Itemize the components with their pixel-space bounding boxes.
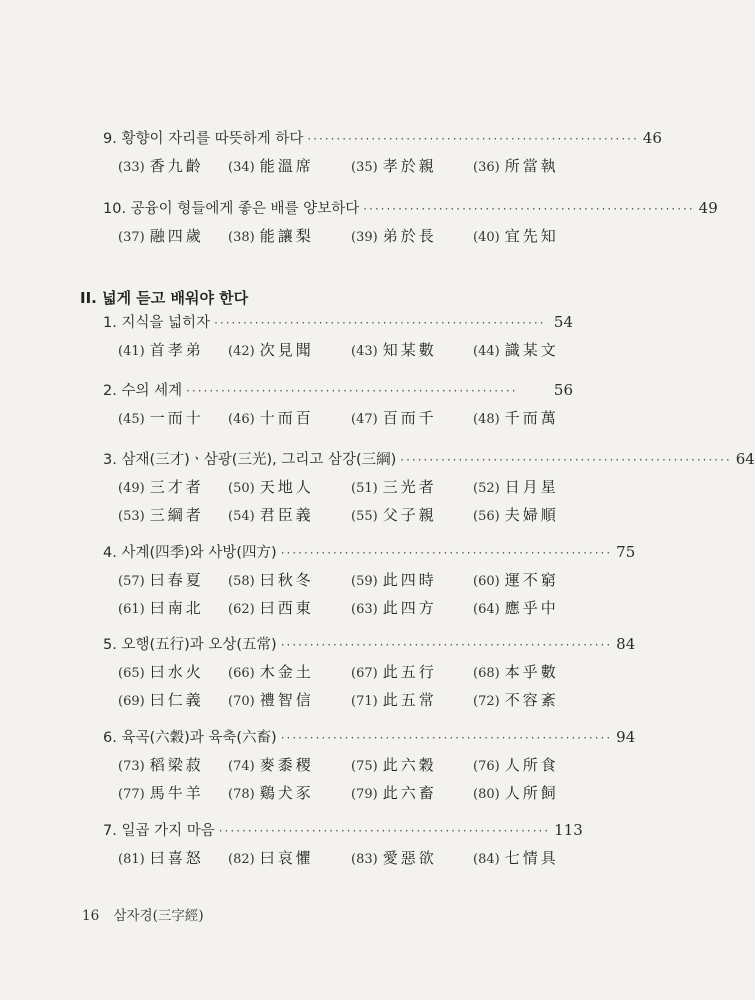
section-heading: II. 넓게 듣고 배워야 한다 bbox=[80, 289, 249, 307]
subentry bbox=[118, 223, 228, 251]
subentry-text: 百而千 bbox=[382, 409, 437, 427]
subentry-number: (64) bbox=[473, 602, 500, 617]
leader-dots: ························································· bbox=[280, 731, 613, 745]
subentry bbox=[473, 153, 588, 181]
subentry-number: (65) bbox=[118, 666, 145, 681]
subentry-text: 運不窮 bbox=[504, 571, 559, 589]
entry-page-number: 56 bbox=[553, 381, 573, 399]
subentry-text: 本乎數 bbox=[504, 663, 559, 681]
subentry-number: (82) bbox=[228, 852, 255, 867]
subentry-grid bbox=[118, 659, 573, 715]
subentry bbox=[118, 502, 228, 530]
subentry-text: 父子親 bbox=[382, 506, 437, 524]
subentry bbox=[473, 337, 588, 365]
entry-title: 9. 황향이 자리를 따뜻하게 하다 bbox=[103, 131, 304, 147]
subentry bbox=[473, 595, 588, 623]
leader-dots: ························································· bbox=[400, 453, 732, 467]
subentry bbox=[351, 153, 473, 181]
subentry bbox=[228, 687, 351, 715]
subentry bbox=[351, 752, 473, 780]
subentry-grid bbox=[118, 567, 573, 623]
subentry-number: (74) bbox=[228, 759, 255, 774]
subentry-grid bbox=[118, 405, 573, 433]
subentry bbox=[351, 780, 473, 808]
subentry-text: 曰南北 bbox=[149, 599, 204, 617]
subentry-text: 禮智信 bbox=[259, 691, 314, 709]
toc-entry-s1 bbox=[103, 312, 573, 365]
subentry bbox=[473, 752, 588, 780]
entry-page-number: 49 bbox=[698, 199, 718, 217]
subentry-number: (55) bbox=[351, 509, 378, 524]
subentry bbox=[351, 567, 473, 595]
subentry-text: 此四時 bbox=[382, 571, 437, 589]
entry-title-line bbox=[103, 449, 755, 470]
subentry-text: 此六畜 bbox=[382, 784, 437, 802]
subentry bbox=[473, 502, 588, 530]
entry-page-number: 75 bbox=[616, 543, 636, 561]
subentry bbox=[118, 752, 228, 780]
subentry bbox=[351, 845, 473, 873]
subentry-text: 曰西東 bbox=[259, 599, 314, 617]
entry-title: 6. 육곡(六穀)과 육축(六畜) bbox=[103, 730, 277, 746]
entry-title: 10. 공융이 형들에게 좋은 배를 양보하다 bbox=[103, 201, 360, 217]
page-footer bbox=[82, 904, 204, 924]
subentry-text: 知某數 bbox=[382, 341, 437, 359]
subentry-text: 馬牛羊 bbox=[149, 784, 204, 802]
subentry bbox=[118, 595, 228, 623]
subentry-text: 能溫席 bbox=[259, 157, 314, 175]
subentry-text: 麥黍稷 bbox=[259, 756, 314, 774]
subentry bbox=[228, 845, 351, 873]
subentry-grid bbox=[118, 752, 573, 808]
subentry-number: (57) bbox=[118, 574, 145, 589]
leader-dots: ························································· bbox=[307, 132, 639, 146]
subentry-number: (35) bbox=[351, 160, 378, 175]
subentry-text: 曰春夏 bbox=[149, 571, 204, 589]
subentry bbox=[351, 474, 473, 502]
subentry-number: (59) bbox=[351, 574, 378, 589]
subentry-number: (78) bbox=[228, 787, 255, 802]
subentry bbox=[118, 567, 228, 595]
subentry-number: (45) bbox=[118, 412, 145, 427]
subentry bbox=[228, 780, 351, 808]
subentry-number: (39) bbox=[351, 230, 378, 245]
subentry bbox=[351, 337, 473, 365]
subentry bbox=[473, 223, 588, 251]
entry-page-number: 113 bbox=[554, 821, 583, 839]
subentry-grid bbox=[118, 845, 573, 873]
subentry bbox=[118, 659, 228, 687]
subentry-number: (70) bbox=[228, 694, 255, 709]
subentry bbox=[118, 153, 228, 181]
subentry bbox=[473, 845, 588, 873]
subentry-number: (77) bbox=[118, 787, 145, 802]
subentry-text: 人所食 bbox=[504, 756, 559, 774]
subentry-text: 鷄犬豕 bbox=[259, 784, 314, 802]
subentry-number: (48) bbox=[473, 412, 500, 427]
subentry bbox=[473, 405, 588, 433]
subentry-grid bbox=[118, 223, 573, 251]
subentry-number: (71) bbox=[351, 694, 378, 709]
subentry-number: (52) bbox=[473, 481, 500, 496]
subentry bbox=[118, 337, 228, 365]
subentry bbox=[228, 474, 351, 502]
subentry-number: (80) bbox=[473, 787, 500, 802]
subentry-number: (42) bbox=[228, 344, 255, 359]
subentry-number: (72) bbox=[473, 694, 500, 709]
leader-dots: ························································· bbox=[186, 384, 518, 398]
subentry-number: (66) bbox=[228, 666, 255, 681]
subentry-text: 不容紊 bbox=[504, 691, 559, 709]
entry-page-number: 64 bbox=[735, 450, 755, 468]
footer-page-number: 16 bbox=[82, 908, 100, 924]
subentry-number: (34) bbox=[228, 160, 255, 175]
subentry-number: (68) bbox=[473, 666, 500, 681]
subentry bbox=[118, 687, 228, 715]
subentry-text: 三光者 bbox=[382, 478, 437, 496]
subentry bbox=[351, 595, 473, 623]
subentry-number: (61) bbox=[118, 602, 145, 617]
subentry-text: 千而萬 bbox=[504, 409, 559, 427]
subentry-text: 曰水火 bbox=[149, 663, 204, 681]
entry-page-number: 46 bbox=[642, 129, 662, 147]
leader-dots: ························································· bbox=[280, 546, 613, 560]
subentry bbox=[228, 337, 351, 365]
subentry-number: (60) bbox=[473, 574, 500, 589]
entry-title-line bbox=[103, 542, 636, 563]
subentry-text: 七情具 bbox=[504, 849, 559, 867]
subentry-text: 孝於親 bbox=[382, 157, 437, 175]
subentry-number: (37) bbox=[118, 230, 145, 245]
leader-dots: ························································· bbox=[218, 824, 551, 838]
subentry-text: 應乎中 bbox=[504, 599, 559, 617]
entry-title: 2. 수의 세계 bbox=[103, 383, 183, 399]
subentry-number: (79) bbox=[351, 787, 378, 802]
subentry-number: (67) bbox=[351, 666, 378, 681]
subentry bbox=[473, 780, 588, 808]
subentry-text: 宜先知 bbox=[504, 227, 559, 245]
subentry-text: 弟於長 bbox=[382, 227, 437, 245]
subentry bbox=[118, 474, 228, 502]
subentry bbox=[473, 474, 588, 502]
entry-title-line bbox=[103, 128, 662, 149]
subentry-text: 此五常 bbox=[382, 691, 437, 709]
subentry bbox=[473, 687, 588, 715]
subentry bbox=[228, 567, 351, 595]
subentry-grid bbox=[118, 337, 573, 365]
subentry bbox=[118, 845, 228, 873]
subentry-number: (69) bbox=[118, 694, 145, 709]
subentry bbox=[118, 405, 228, 433]
subentry-number: (50) bbox=[228, 481, 255, 496]
subentry-number: (54) bbox=[228, 509, 255, 524]
entry-title-line bbox=[103, 312, 573, 333]
subentry-text: 此六穀 bbox=[382, 756, 437, 774]
subentry bbox=[351, 659, 473, 687]
entry-page-number: 54 bbox=[553, 313, 573, 331]
subentry-text: 識某文 bbox=[504, 341, 559, 359]
subentry-text: 此五行 bbox=[382, 663, 437, 681]
subentry-text: 所當執 bbox=[504, 157, 559, 175]
entry-title-line bbox=[103, 380, 573, 401]
entry-title: 3. 삼재(三才)ㆍ삼광(三光), 그리고 삼강(三綱) bbox=[103, 452, 397, 468]
subentry-text: 木金土 bbox=[259, 663, 314, 681]
subentry-number: (81) bbox=[118, 852, 145, 867]
subentry bbox=[228, 659, 351, 687]
subentry-number: (73) bbox=[118, 759, 145, 774]
subentry-number: (36) bbox=[473, 160, 500, 175]
subentry-text: 三綱者 bbox=[149, 506, 204, 524]
subentry-number: (56) bbox=[473, 509, 500, 524]
subentry-number: (53) bbox=[118, 509, 145, 524]
toc-entry-s5 bbox=[103, 634, 636, 715]
subentry-text: 稻梁菽 bbox=[149, 756, 204, 774]
subentry bbox=[351, 502, 473, 530]
subentry-number: (49) bbox=[118, 481, 145, 496]
toc-entry-9 bbox=[103, 128, 662, 181]
subentry bbox=[473, 659, 588, 687]
subentry-text: 曰秋冬 bbox=[259, 571, 314, 589]
footer-book-title: 삼자경(三字經) bbox=[113, 908, 204, 924]
toc-entry-s4 bbox=[103, 542, 636, 623]
toc-entry-s3 bbox=[103, 449, 755, 530]
subentry-text: 香九齡 bbox=[149, 157, 204, 175]
entry-page-number: 84 bbox=[616, 635, 636, 653]
subentry-number: (58) bbox=[228, 574, 255, 589]
subentry-text: 人所飼 bbox=[504, 784, 559, 802]
subentry-number: (46) bbox=[228, 412, 255, 427]
toc-entry-s2 bbox=[103, 380, 573, 433]
subentry bbox=[228, 153, 351, 181]
entry-title-line bbox=[103, 727, 636, 748]
leader-dots: ························································· bbox=[280, 638, 613, 652]
subentry-grid bbox=[118, 474, 573, 530]
toc-entry-10 bbox=[103, 198, 718, 251]
subentry-text: 曰仁義 bbox=[149, 691, 204, 709]
subentry bbox=[228, 595, 351, 623]
subentry-text: 君臣義 bbox=[259, 506, 314, 524]
subentry bbox=[351, 405, 473, 433]
subentry bbox=[228, 223, 351, 251]
toc-entry-s6 bbox=[103, 727, 636, 808]
subentry-number: (38) bbox=[228, 230, 255, 245]
subentry-number: (62) bbox=[228, 602, 255, 617]
toc-entry-s7 bbox=[103, 820, 583, 873]
subentry-text: 能讓梨 bbox=[259, 227, 314, 245]
subentry-number: (75) bbox=[351, 759, 378, 774]
subentry-number: (43) bbox=[351, 344, 378, 359]
subentry-number: (76) bbox=[473, 759, 500, 774]
entry-page-number: 94 bbox=[616, 728, 636, 746]
entry-title: 7. 일곱 가지 마음 bbox=[103, 823, 215, 839]
subentry bbox=[351, 687, 473, 715]
subentry-number: (83) bbox=[351, 852, 378, 867]
subentry bbox=[228, 405, 351, 433]
subentry-number: (47) bbox=[351, 412, 378, 427]
subentry-text: 日月星 bbox=[504, 478, 559, 496]
subentry-text: 一而十 bbox=[149, 409, 204, 427]
entry-title: 4. 사계(四季)와 사방(四方) bbox=[103, 545, 277, 561]
subentry-text: 首孝弟 bbox=[149, 341, 204, 359]
leader-dots: ························································· bbox=[214, 316, 546, 330]
subentry-text: 曰哀懼 bbox=[259, 849, 314, 867]
subentry-text: 此四方 bbox=[382, 599, 437, 617]
subentry-number: (40) bbox=[473, 230, 500, 245]
entry-title: 1. 지식을 넓히자 bbox=[103, 315, 211, 331]
subentry-number: (41) bbox=[118, 344, 145, 359]
subentry bbox=[228, 752, 351, 780]
subentry-number: (84) bbox=[473, 852, 500, 867]
subentry-number: (33) bbox=[118, 160, 145, 175]
entry-title-line bbox=[103, 634, 636, 655]
subentry bbox=[118, 780, 228, 808]
subentry bbox=[351, 223, 473, 251]
subentry bbox=[473, 567, 588, 595]
subentry-number: (51) bbox=[351, 481, 378, 496]
entry-title-line bbox=[103, 820, 583, 841]
subentry-text: 愛惡欲 bbox=[382, 849, 437, 867]
subentry-text: 十而百 bbox=[259, 409, 314, 427]
entry-title: 5. 오행(五行)과 오상(五常) bbox=[103, 637, 277, 653]
subentry-grid bbox=[118, 153, 573, 181]
subentry-number: (44) bbox=[473, 344, 500, 359]
subentry-text: 夫婦順 bbox=[504, 506, 559, 524]
subentry bbox=[228, 502, 351, 530]
subentry-text: 曰喜怒 bbox=[149, 849, 204, 867]
entry-title-line bbox=[103, 198, 718, 219]
subentry-text: 次見聞 bbox=[259, 341, 314, 359]
subentry-text: 融四歲 bbox=[149, 227, 204, 245]
subentry-text: 天地人 bbox=[259, 478, 314, 496]
subentry-text: 三才者 bbox=[149, 478, 204, 496]
leader-dots: ························································· bbox=[363, 202, 695, 216]
subentry-number: (63) bbox=[351, 602, 378, 617]
